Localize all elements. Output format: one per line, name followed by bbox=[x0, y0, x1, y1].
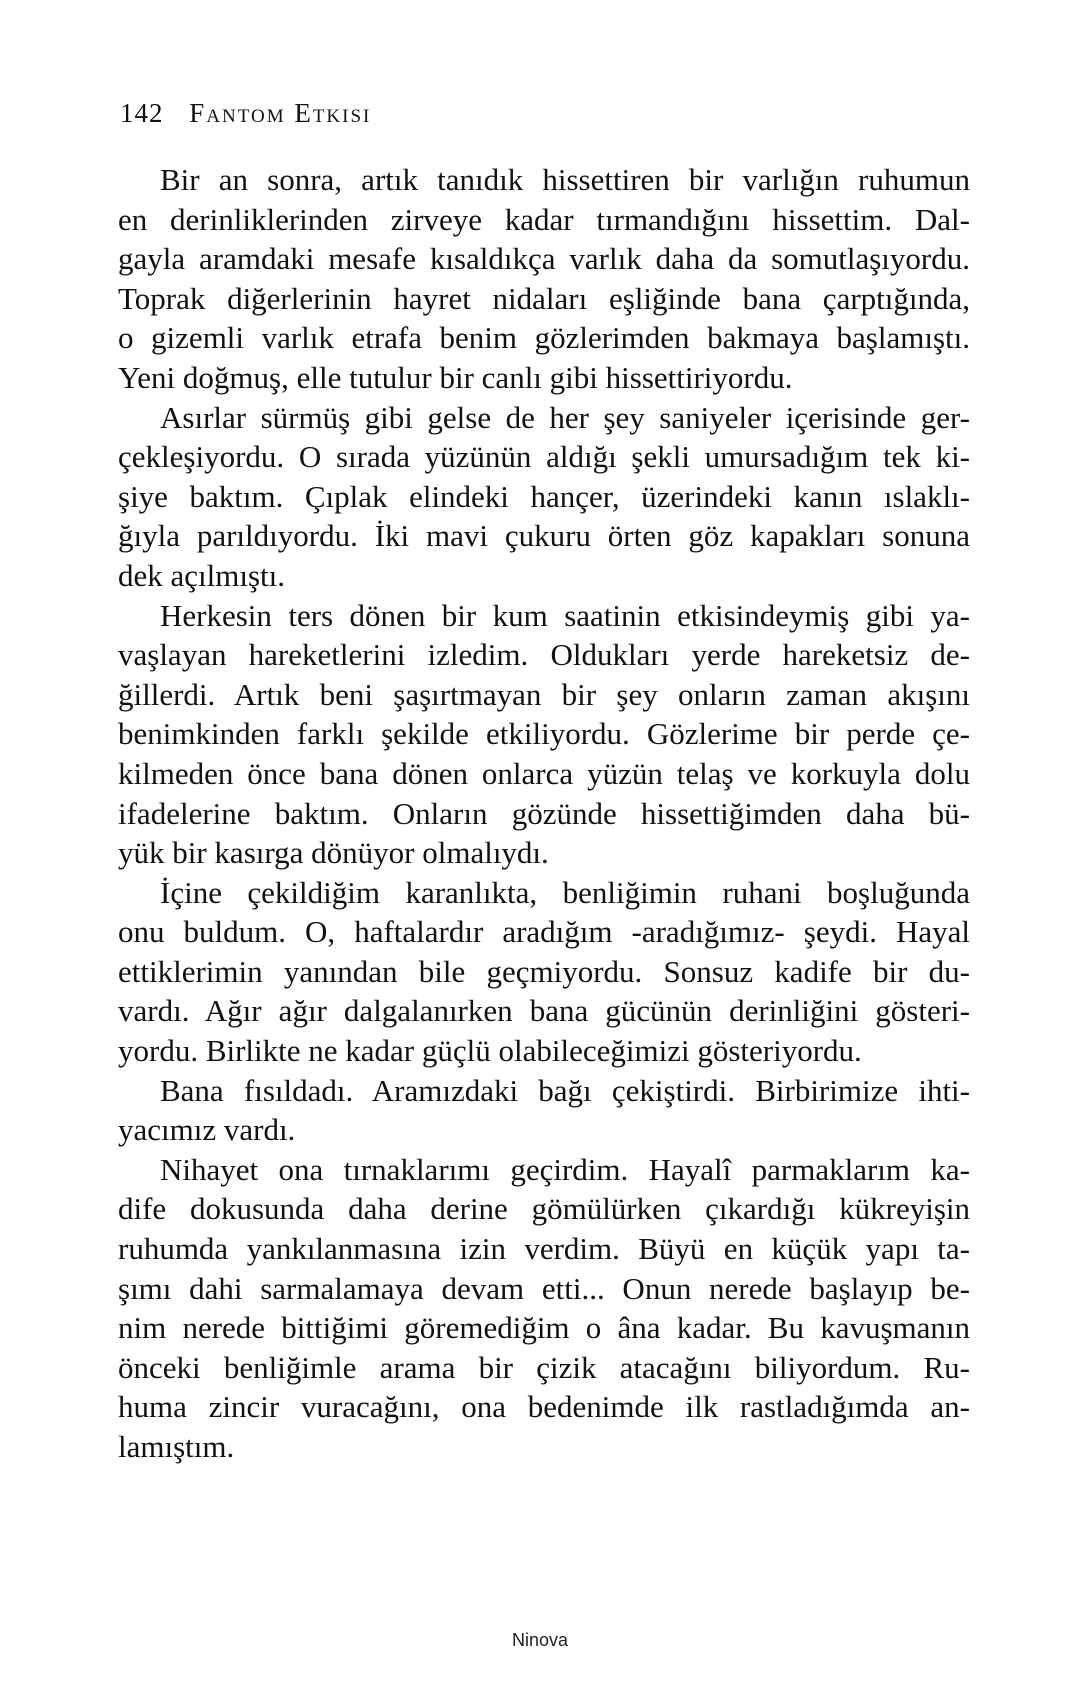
text-line: ruhumda yankılanmasına izin verdim. Büyü en küçük yapı ta- bbox=[118, 1231, 970, 1267]
paragraph bbox=[118, 1150, 970, 1467]
text-line: Bana fısıldadı. Aramızdaki bağı çekiştirdi. Birbirimize ihti- bbox=[160, 1072, 970, 1108]
text-line: Toprak diğerlerinin hayret nidaları eşliğinde bana çarptığında, bbox=[118, 280, 970, 316]
paragraph bbox=[118, 596, 970, 873]
text-line: ğıyla parıldıyordu. İki mavi çukuru örten göz kapakları sonuna bbox=[118, 518, 970, 554]
text-line: onu buldum. O, haftalardır aradığım -aradığımız- şeydi. Hayal bbox=[118, 914, 970, 950]
text-line: şiye baktım. Çıplak elindeki hançer, üzerindeki kanın ıslaklı- bbox=[118, 478, 970, 514]
text-line: İçine çekildiğim karanlıkta, benliğimin ruhani boşluğunda bbox=[160, 874, 970, 910]
text-line: ifadelerine baktım. Onların gözünde hissettiğimden daha bü- bbox=[118, 795, 970, 831]
text-line: dek açılmıştı. bbox=[118, 557, 286, 593]
text-line: lamıştım. bbox=[118, 1429, 235, 1464]
text-line: en derinliklerinden zirveye kadar tırmandığını hissettim. Dal- bbox=[118, 201, 970, 237]
page-number: 142 bbox=[120, 98, 164, 128]
text-line: ğillerdi. Artık beni şaşırtmayan bir şey onların zaman akışını bbox=[118, 676, 970, 712]
text-line: önceki benliğimle arama bir çizik atacağını biliyordum. Ru- bbox=[118, 1349, 970, 1385]
text-line: vaşlayan hareketlerini izledim. Oldukları yerde hareketsiz de- bbox=[118, 637, 970, 673]
text-line: yük bir kasırga dönüyor olmalıydı. bbox=[118, 835, 549, 871]
paragraph bbox=[118, 1071, 970, 1150]
text-line: vardı. Ağır ağır dalgalanırken bana gücünün derinliğini gösteri- bbox=[118, 993, 970, 1029]
body-text bbox=[118, 160, 970, 1467]
paragraph bbox=[118, 398, 970, 596]
publisher-footer: Ninova bbox=[511, 1630, 569, 1650]
running-title: Fantom Etkisi bbox=[189, 98, 372, 128]
paragraph bbox=[118, 873, 970, 1071]
text-line: Bir an sonra, artık tanıdık hissettiren bir varlığın ruhumun bbox=[160, 162, 970, 197]
text-line: kilmeden önce bana dönen onlarca yüzün telaş ve korkuyla dolu bbox=[118, 755, 970, 791]
text-line: nim nerede bittiğimi göremediğim o âna kadar. Bu kavuşmanın bbox=[118, 1310, 970, 1346]
text-line: Nihayet ona tırnaklarımı geçirdim. Hayalî parmaklarım ka- bbox=[160, 1151, 970, 1187]
text-line: şımı dahi sarmalamaya devam etti... Onun nerede başlayıp be- bbox=[118, 1270, 970, 1306]
text-line: yordu. Birlikte ne kadar güçlü olabileceğimizi gösteriyordu. bbox=[118, 1033, 862, 1069]
text-line: çekleşiyordu. O sırada yüzünün aldığı şekli umursadığım tek ki- bbox=[118, 439, 970, 475]
text-line: Yeni doğmuş, elle tutulur bir canlı gibi hissettiriyordu. bbox=[118, 359, 793, 395]
text-line: o gizemli varlık etrafa benim gözlerimden bakmaya başlamıştı. bbox=[118, 320, 970, 356]
page-header bbox=[120, 98, 371, 129]
paragraph bbox=[118, 160, 970, 398]
text-line: Herkesin ters dönen bir kum saatinin etkisindeymiş gibi ya- bbox=[160, 597, 970, 633]
text-line: dife dokusunda daha derine gömülürken çıkardığı kükreyişin bbox=[118, 1191, 970, 1227]
text-line: yacımız vardı. bbox=[118, 1112, 296, 1148]
text-line: ettiklerimin yanından bile geçmiyordu. Sonsuz kadife bir du- bbox=[118, 953, 970, 989]
text-line: huma zincir vuracağını, ona bedenimde ilk rastladığımda an- bbox=[118, 1389, 970, 1425]
text-line: Asırlar sürmüş gibi gelse de her şey saniyeler içerisinde ger- bbox=[160, 399, 970, 435]
text-line: gayla aramdaki mesafe kısaldıkça varlık daha da somutlaşıyordu. bbox=[118, 241, 970, 277]
text-line: benimkinden farklı şekilde etkiliyordu. Gözlerime bir perde çe- bbox=[118, 716, 970, 752]
